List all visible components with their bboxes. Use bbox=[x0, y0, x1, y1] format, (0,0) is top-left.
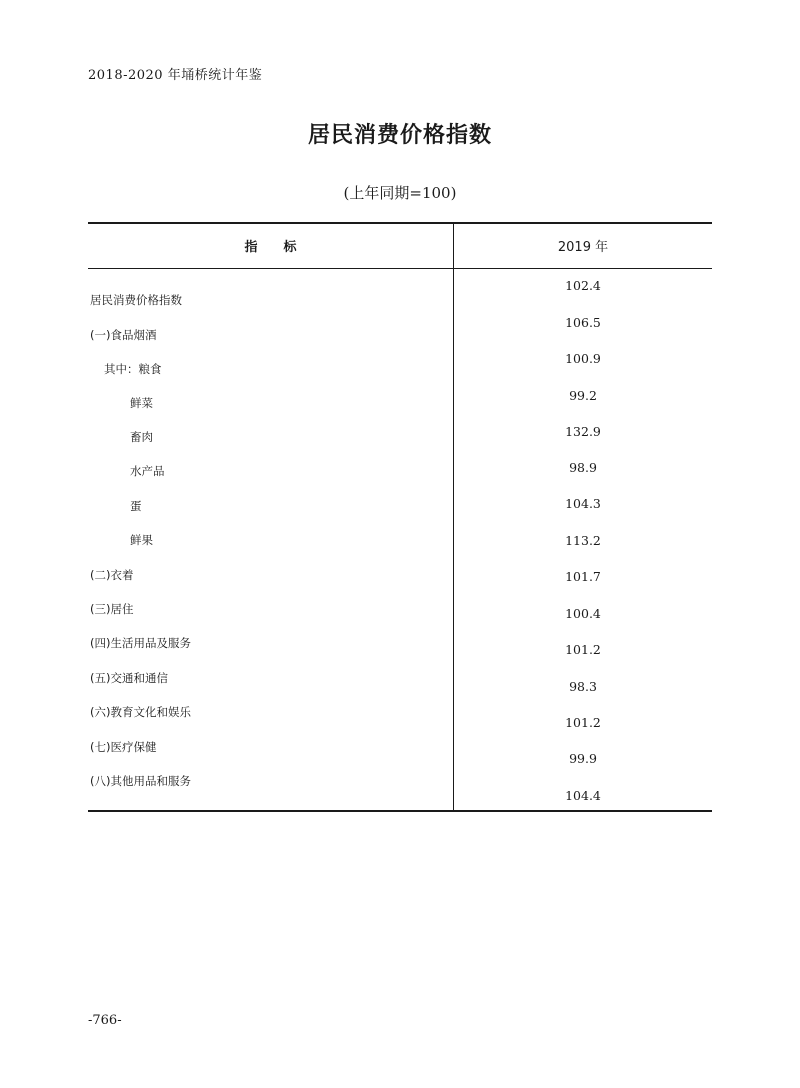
row-label-health-care: (七)医疗保健 bbox=[90, 740, 157, 754]
table-bottom-rule bbox=[88, 810, 712, 812]
row-label-fresh-vegetables: 鲜菜 bbox=[130, 396, 153, 410]
table-header-rule bbox=[88, 268, 712, 269]
row-value-aquatic-products: 98.9 bbox=[569, 460, 597, 475]
row-value-residence: 100.4 bbox=[565, 606, 601, 621]
row-label-eggs: 蛋 bbox=[130, 499, 142, 513]
row-label-other-goods-services: (八)其他用品和服务 bbox=[90, 774, 191, 788]
row-value-household-goods-services: 101.2 bbox=[565, 642, 601, 657]
row-value-education-culture-recreation: 101.2 bbox=[565, 715, 601, 730]
row-label-livestock-meat: 畜肉 bbox=[130, 430, 153, 444]
column-header-indicator: 指 标 bbox=[244, 240, 297, 255]
row-value-grain: 100.9 bbox=[565, 351, 601, 366]
row-value-livestock-meat: 132.9 bbox=[565, 424, 601, 439]
row-value-health-care: 99.9 bbox=[569, 751, 597, 766]
cpi-table bbox=[88, 222, 712, 814]
table-top-rule bbox=[88, 222, 712, 224]
page-title: 居民消费价格指数 bbox=[307, 122, 492, 148]
row-label-transport-communication: (五)交通和通信 bbox=[90, 671, 168, 685]
row-label-aquatic-products: 水产品 bbox=[130, 464, 165, 478]
row-value-other-goods-services: 104.4 bbox=[565, 788, 601, 803]
row-label-fresh-fruit: 鲜果 bbox=[130, 533, 153, 547]
row-label-food-tobacco-liquor: (一)食品烟酒 bbox=[90, 328, 157, 342]
row-label-grain: 其中：粮食 bbox=[104, 362, 162, 376]
page-subtitle: (上年同期=100) bbox=[343, 184, 457, 202]
row-label-clothing: (二)衣着 bbox=[90, 568, 134, 582]
row-value-food-tobacco-liquor: 106.5 bbox=[565, 315, 601, 330]
row-label-household-goods-services: (四)生活用品及服务 bbox=[90, 636, 191, 650]
row-label-residence: (三)居住 bbox=[90, 602, 134, 616]
row-value-clothing: 101.7 bbox=[565, 569, 601, 584]
row-value-cpi: 102.4 bbox=[565, 278, 601, 293]
row-value-eggs: 104.3 bbox=[565, 496, 601, 511]
row-value-fresh-vegetables: 99.2 bbox=[569, 388, 597, 403]
row-value-fresh-fruit: 113.2 bbox=[565, 533, 601, 548]
column-header-year: 2019 年 bbox=[557, 240, 609, 255]
row-value-transport-communication: 98.3 bbox=[569, 679, 597, 694]
row-label-cpi: 居民消费价格指数 bbox=[90, 293, 182, 307]
running-header: 2018-2020 年埇桥统计年鉴 bbox=[88, 68, 263, 83]
row-label-education-culture-recreation: (六)教育文化和娱乐 bbox=[90, 705, 191, 719]
page-number: -766- bbox=[88, 1013, 122, 1028]
